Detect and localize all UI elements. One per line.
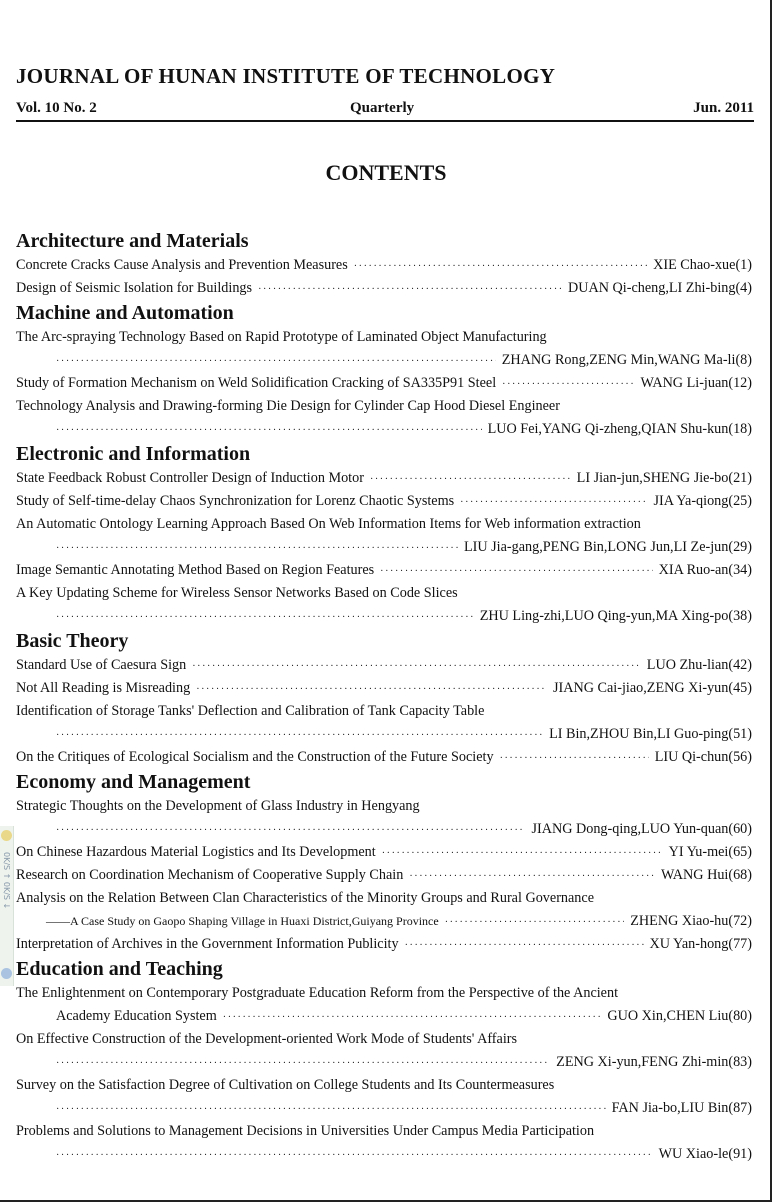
article-authors-page: ZHENG Xiao-hu(72) [630, 913, 752, 929]
dot-leader [56, 419, 482, 442]
toc-entry[interactable] [16, 841, 752, 864]
article-title: Identification of Storage Tanks' Deflection and Calibration of Tank Capacity Table [16, 703, 485, 719]
article-authors-page: WANG Li-juan(12) [640, 375, 752, 391]
article-authors-page: LUO Fei,YANG Qi-zheng,QIAN Shu-kun(18) [487, 421, 752, 437]
dot-leader [223, 1006, 602, 1029]
article-authors-page: LIU Jia-gang,PENG Bin,LONG Jun,LI Ze-jun(29) [463, 539, 752, 555]
article-authors-page: LIU Qi-chun(56) [654, 749, 752, 765]
article-authors-page: YI Yu-mei(65) [668, 844, 752, 860]
volume-number: Vol. 10 No. 2 [16, 100, 97, 116]
article-title: Image Semantic Annotating Method Based on Region Features [16, 562, 375, 578]
article-title: Survey on the Satisfaction Degree of Cultivation on College Students and Its Countermeasures [16, 1077, 555, 1093]
dot-leader [382, 842, 663, 865]
toc-entry[interactable] [16, 677, 752, 700]
article-title: Analysis on the Relation Between Clan Characteristics of the Minority Groups and Rural Governance [16, 890, 594, 906]
dot-leader [445, 911, 625, 934]
article-title: A Key Updating Scheme for Wireless Sensor Networks Based on Code Slices [16, 585, 458, 601]
toc-entry[interactable] [16, 1051, 752, 1074]
article-authors-page: JIA Ya-qiong(25) [653, 493, 752, 509]
dot-leader [502, 373, 634, 396]
toc-entry[interactable] [16, 467, 752, 490]
toc-entry[interactable] [16, 582, 752, 605]
article-authors-page: LI Bin,ZHOU Bin,LI Guo-ping(51) [549, 726, 752, 742]
toc-entry[interactable] [16, 277, 752, 300]
toc-entry[interactable] [16, 795, 752, 818]
article-authors-page: ZHU Ling-zhi,LUO Qing-yun,MA Xing-po(38) [479, 608, 752, 624]
dot-leader [258, 278, 562, 301]
status-dot-icon [1, 968, 12, 979]
dot-leader [370, 468, 571, 491]
article-title: Strategic Thoughts on the Development of Glass Industry in Hengyang [16, 798, 420, 814]
section-title: Education and Teaching [16, 958, 223, 980]
article-authors-page: JIANG Cai-jiao,ZENG Xi-yun(45) [553, 680, 752, 696]
toc-entry[interactable] [16, 536, 752, 559]
toc-entry[interactable] [16, 395, 752, 418]
article-authors-page: DUAN Qi-cheng,LI Zhi-bing(4) [568, 280, 752, 296]
toc-entry[interactable] [16, 910, 752, 933]
toc-entry[interactable] [16, 490, 752, 513]
article-title: Technology Analysis and Drawing-forming Die Design for Cylinder Cap Hood Diesel Engineer [16, 398, 560, 414]
dot-leader [56, 350, 496, 373]
section-title: Basic Theory [16, 630, 129, 652]
article-authors-page: XIA Ruo-an(34) [658, 562, 752, 578]
issue-info-row [16, 100, 754, 122]
dot-leader [409, 865, 655, 888]
article-title: State Feedback Robust Controller Design of Induction Motor [16, 470, 364, 486]
article-title: On Chinese Hazardous Material Logistics and Its Development [16, 844, 376, 860]
toc-entry[interactable] [16, 887, 752, 910]
publication-frequency: Quarterly [350, 100, 415, 116]
article-authors-page: XIE Chao-xue(1) [653, 257, 752, 273]
article-title: An Automatic Ontology Learning Approach Based On Web Information Items for Web information extraction [16, 516, 641, 532]
article-title: On Effective Construction of the Development-oriented Work Mode of Students' Affairs [16, 1031, 518, 1047]
article-authors-page: XU Yan-hong(77) [649, 936, 752, 952]
speed-readout: 0K/S ↑ 0K/S ↓ [2, 852, 11, 910]
article-title: The Enlightenment on Contemporary Postgraduate Education Reform from the Perspective of the Ancient [16, 985, 619, 1001]
toc-entry[interactable] [16, 700, 752, 723]
toc-entry[interactable] [16, 933, 752, 956]
dot-leader [354, 255, 647, 278]
article-authors-page: ZHANG Rong,ZENG Min,WANG Ma-li(8) [501, 352, 752, 368]
toc-entry[interactable] [16, 1143, 752, 1166]
article-authors-page: LUO Zhu-lian(42) [646, 657, 752, 673]
status-dot-icon [1, 830, 12, 841]
toc-entry[interactable] [16, 1028, 752, 1051]
dot-leader [56, 819, 525, 842]
section-title: Machine and Automation [16, 302, 234, 324]
toc-entry[interactable] [16, 349, 752, 372]
toc-entry[interactable] [16, 254, 752, 277]
toc-entry[interactable] [16, 418, 752, 441]
toc-entry[interactable] [16, 982, 752, 1005]
article-title: Study of Self-time-delay Chaos Synchronization for Lorenz Chaotic Systems [16, 493, 455, 509]
toc-entry[interactable] [16, 654, 752, 677]
toc-entry[interactable] [16, 326, 752, 349]
toc-entry[interactable] [16, 723, 752, 746]
dot-leader [500, 747, 649, 770]
toc-entry[interactable] [16, 372, 752, 395]
article-title: Academy Education System [56, 1008, 217, 1024]
toc-entry[interactable] [16, 1074, 752, 1097]
article-title: Research on Coordination Mechanism of Cooperative Supply Chain [16, 867, 404, 883]
side-speed-widget[interactable] [0, 826, 14, 986]
article-authors-page: LI Jian-jun,SHENG Jie-bo(21) [576, 470, 752, 486]
toc-entry[interactable] [16, 864, 752, 887]
section-title: Electronic and Information [16, 443, 251, 465]
issue-date: Jun. 2011 [693, 100, 754, 116]
article-title: Not All Reading is Misreading [16, 680, 191, 696]
dot-leader [56, 724, 543, 747]
journal-title: JOURNAL OF HUNAN INSTITUTE OF TECHNOLOGY [16, 64, 556, 88]
dot-leader [56, 1098, 606, 1121]
article-title: Study of Formation Mechanism on Weld Solidification Cracking of SA335P91 Steel [16, 375, 497, 391]
article-authors-page: FAN Jia-bo,LIU Bin(87) [611, 1100, 752, 1116]
dot-leader [192, 655, 641, 678]
contents-heading: CONTENTS [325, 160, 447, 185]
toc-entry[interactable] [16, 818, 752, 841]
dot-leader [380, 560, 652, 583]
toc-entry[interactable] [16, 1097, 752, 1120]
article-title: ——A Case Study on Gaopo Shaping Village in Huaxi District,Guiyang Province [46, 914, 439, 928]
toc-entry[interactable] [16, 559, 752, 582]
section-title: Economy and Management [16, 771, 251, 793]
section-title: Architecture and Materials [16, 230, 249, 252]
article-authors-page: JIANG Dong-qing,LUO Yun-quan(60) [531, 821, 752, 837]
dot-leader [56, 537, 458, 560]
toc-entry[interactable] [16, 605, 752, 628]
dot-leader [56, 1052, 550, 1075]
article-authors-page: WANG Hui(68) [660, 867, 752, 883]
table-of-contents [16, 228, 752, 1166]
dot-leader [56, 606, 474, 629]
article-authors-page: WU Xiao-le(91) [658, 1146, 752, 1162]
dot-leader [460, 491, 647, 514]
article-title: Concrete Cracks Cause Analysis and Prevention Measures [16, 257, 348, 273]
article-authors-page: ZENG Xi-yun,FENG Zhi-min(83) [556, 1054, 752, 1070]
toc-entry[interactable] [16, 1005, 752, 1028]
toc-entry[interactable] [16, 513, 752, 536]
article-title: On the Critiques of Ecological Socialism and the Construction of the Future Society [16, 749, 494, 765]
article-title: Problems and Solutions to Management Decisions in Universities Under Campus Media Participation [16, 1123, 595, 1139]
dot-leader [196, 678, 547, 701]
article-title: The Arc-spraying Technology Based on Rapid Prototype of Laminated Object Manufacturing [16, 329, 547, 345]
article-title: Design of Seismic Isolation for Buildings [16, 280, 253, 296]
dot-leader [405, 934, 644, 957]
toc-entry[interactable] [16, 746, 752, 769]
article-title: Interpretation of Archives in the Government Information Publicity [16, 936, 399, 952]
article-title: Standard Use of Caesura Sign [16, 657, 187, 673]
dot-leader [56, 1144, 653, 1167]
article-authors-page: GUO Xin,CHEN Liu(80) [607, 1008, 752, 1024]
toc-entry[interactable] [16, 1120, 752, 1143]
